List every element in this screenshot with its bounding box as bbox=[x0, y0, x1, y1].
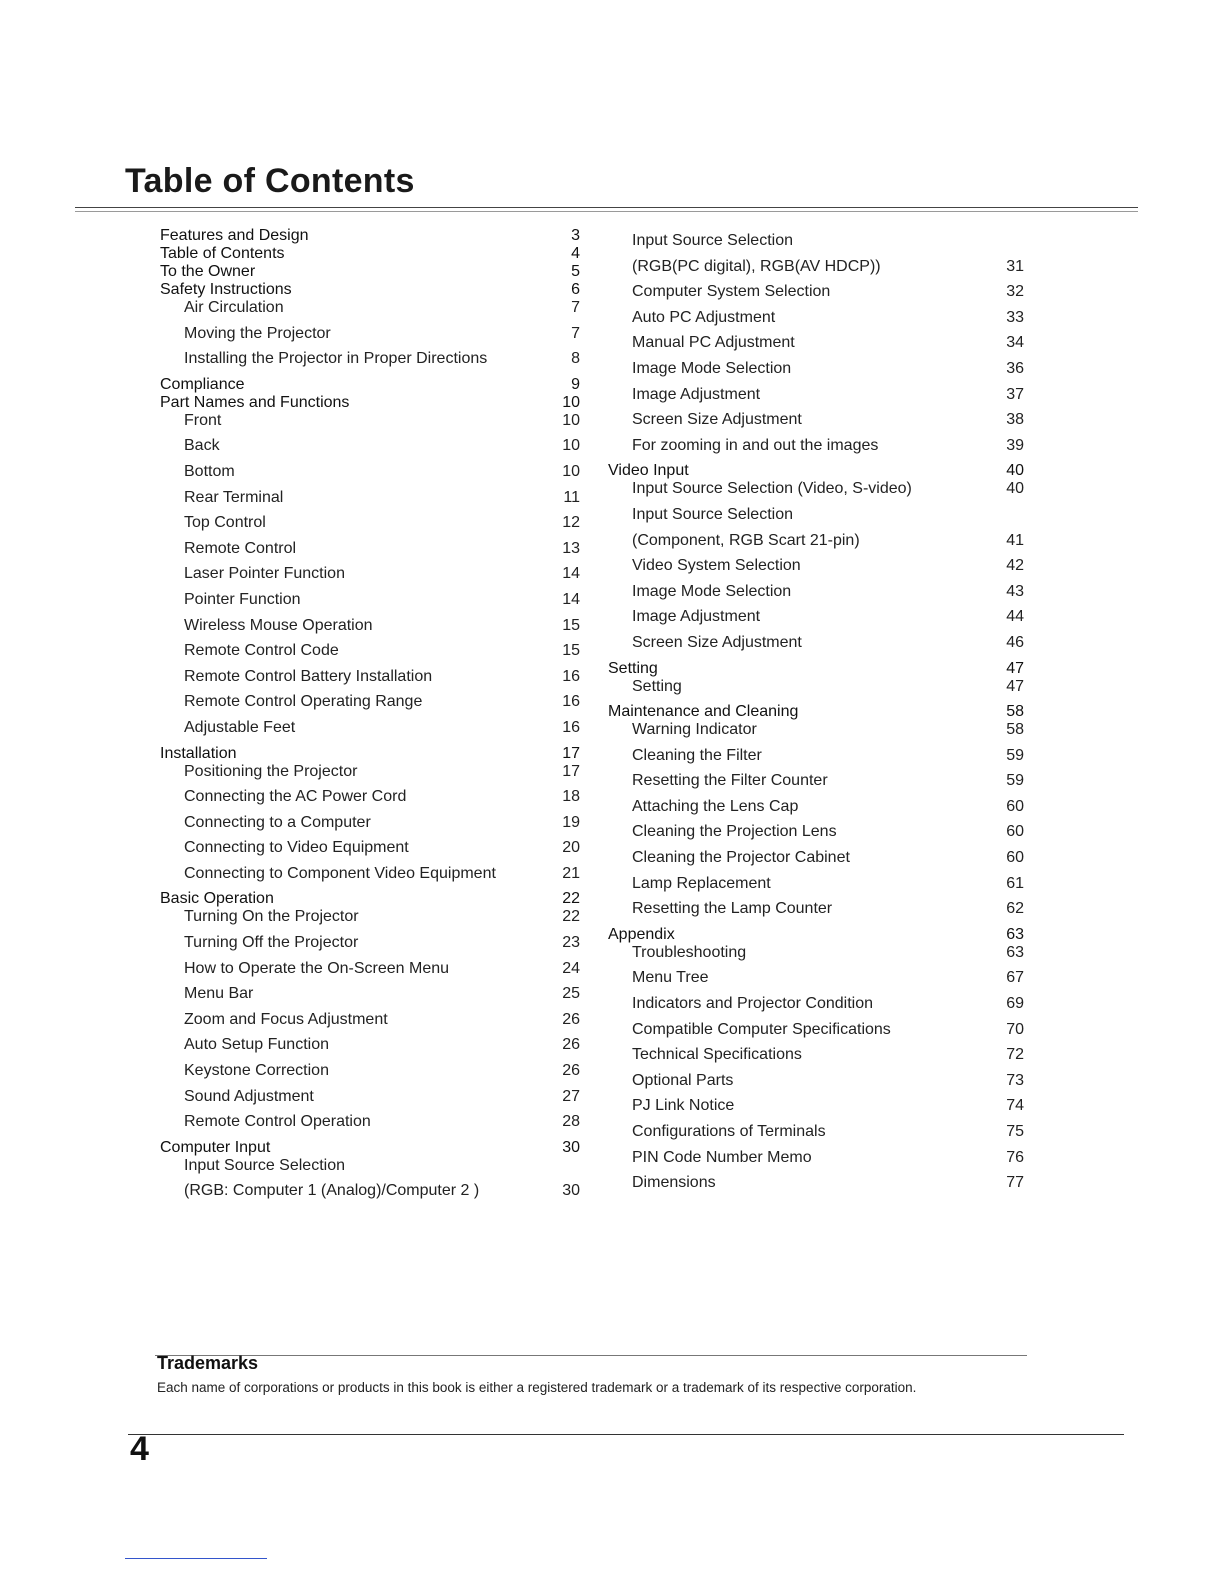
page-title: Table of Contents bbox=[125, 162, 415, 200]
toc-entry-page: 27 bbox=[562, 1087, 580, 1105]
toc-sub-entry bbox=[608, 334, 1024, 360]
toc-sub-entry bbox=[160, 668, 580, 694]
toc-entry-page: 11 bbox=[563, 488, 580, 506]
toc-entry-label: Menu Tree bbox=[632, 969, 709, 987]
toc-entry-page: 23 bbox=[562, 934, 580, 952]
toc-entry-label: Sound Adjustment bbox=[184, 1087, 314, 1105]
toc-entry-label: Appendix bbox=[608, 925, 675, 943]
toc-entry-label: Adjustable Feet bbox=[184, 718, 296, 736]
toc-sub-entry bbox=[608, 437, 1024, 463]
toc-entry-page: 3 bbox=[571, 227, 580, 244]
toc-entry-label: Remote Control Code bbox=[184, 642, 339, 660]
toc-entry-label: Part Names and Functions bbox=[160, 393, 350, 411]
toc-entry-label: Input Source Selection bbox=[632, 232, 793, 249]
toc-entry-label: Installing the Projector in Proper Directions bbox=[184, 350, 488, 368]
toc-entry-label: Features and Design bbox=[160, 227, 309, 244]
toc-sub-entry bbox=[160, 437, 580, 463]
toc-sub-entry bbox=[608, 1046, 1024, 1072]
toc-sub-entry bbox=[608, 678, 1024, 704]
toc-sub-entry bbox=[160, 463, 580, 489]
toc-sub-entry bbox=[608, 721, 1024, 747]
toc-entry-page: 21 bbox=[562, 864, 580, 882]
toc-entry-page: 44 bbox=[1006, 608, 1024, 626]
toc-section-entry bbox=[608, 703, 1024, 721]
toc-entry-page: 72 bbox=[1006, 1046, 1024, 1064]
toc-sub-entry bbox=[608, 747, 1024, 773]
toc-entry-label: Remote Control bbox=[184, 539, 297, 557]
toc-sub-entry bbox=[608, 798, 1024, 824]
toc-entry-label: Table of Contents bbox=[160, 245, 285, 262]
toc-entry-page: 12 bbox=[562, 514, 580, 532]
toc-sub-entry bbox=[160, 325, 580, 351]
toc-sub-entry bbox=[160, 540, 580, 566]
toc-entry-page: 26 bbox=[562, 1062, 580, 1080]
toc-sub-entry bbox=[160, 1062, 580, 1088]
toc-entry-label: Rear Terminal bbox=[184, 488, 284, 506]
toc-sub-entry bbox=[608, 900, 1024, 926]
toc-sub-entry bbox=[608, 944, 1024, 970]
toc-entry-page: 63 bbox=[1006, 925, 1024, 943]
toc-sub-entry bbox=[608, 360, 1024, 386]
toc-entry-label: Dimensions bbox=[632, 1174, 716, 1192]
toc-entry-label: Video Input bbox=[608, 462, 689, 480]
toc-entry-page: 26 bbox=[562, 1010, 580, 1028]
toc-entry-page: 76 bbox=[1006, 1148, 1024, 1166]
toc-entry-label: Basic Operation bbox=[160, 890, 274, 908]
toc-sub-entry bbox=[608, 411, 1024, 437]
toc-entry-page: 16 bbox=[562, 693, 580, 711]
toc-entry-label: Warning Indicator bbox=[632, 721, 757, 739]
toc-entry-page: 38 bbox=[1006, 411, 1024, 429]
toc-entry-label: Remote Control Operating Range bbox=[184, 693, 423, 711]
toc-section-entry bbox=[160, 245, 580, 263]
toc-sub-entry bbox=[608, 583, 1024, 609]
toc-sub-entry bbox=[160, 1113, 580, 1139]
toc-entry-label: Lamp Replacement bbox=[632, 874, 771, 892]
toc-sub-entry bbox=[160, 814, 580, 840]
toc-entry-page: 70 bbox=[1006, 1020, 1024, 1038]
toc-entry-label: Menu Bar bbox=[184, 985, 254, 1003]
toc-section-entry bbox=[160, 263, 580, 281]
toc-entry-page: 22 bbox=[562, 890, 580, 908]
toc-sub-entry bbox=[608, 1123, 1024, 1149]
toc-entry-page: 8 bbox=[571, 350, 580, 368]
toc-entry-label: Positioning the Projector bbox=[184, 762, 358, 780]
toc-entry-label: Setting bbox=[632, 677, 682, 695]
toc-entry-label: Indicators and Projector Condition bbox=[632, 995, 874, 1013]
toc-sub-entry bbox=[608, 875, 1024, 901]
toc-section-entry bbox=[160, 394, 580, 412]
toc-entry-page: 20 bbox=[562, 839, 580, 857]
toc-entry-page: 77 bbox=[1006, 1174, 1024, 1192]
toc-entry-page: 14 bbox=[562, 565, 580, 583]
toc-entry-page: 10 bbox=[562, 437, 580, 455]
toc-entry-label: (RGB(PC digital), RGB(AV HDCP)) bbox=[632, 257, 881, 275]
toc-entry-page: 15 bbox=[562, 642, 580, 660]
toc-entry-label: Image Mode Selection bbox=[632, 359, 792, 377]
toc-entry-page: 31 bbox=[1006, 257, 1024, 275]
toc-entry-label: Screen Size Adjustment bbox=[632, 411, 802, 429]
toc-section-entry bbox=[160, 281, 580, 299]
toc-entry-page: 43 bbox=[1006, 582, 1024, 600]
toc-entry-label: Connecting to a Computer bbox=[184, 813, 371, 831]
toc-entry-label: Cleaning the Filter bbox=[632, 746, 762, 764]
page-number: 4 bbox=[130, 1430, 149, 1468]
toc-entry-page: 4 bbox=[571, 245, 580, 262]
toc-sub-entry bbox=[608, 283, 1024, 309]
toc-entry-label: Cleaning the Projector Cabinet bbox=[632, 849, 850, 867]
toc-sub-entry bbox=[608, 1072, 1024, 1098]
toc-section-entry bbox=[160, 376, 580, 394]
title-rule-secondary bbox=[75, 211, 1138, 212]
toc-entry-label: Computer System Selection bbox=[632, 283, 831, 301]
toc-entry-label: Image Mode Selection bbox=[632, 582, 792, 600]
toc-sub-entry bbox=[608, 480, 1024, 506]
toc-sub-entry bbox=[608, 772, 1024, 798]
toc-entry-label: Setting bbox=[608, 659, 658, 677]
toc-entry-label: Input Source Selection (Video, S-video) bbox=[632, 480, 912, 498]
toc-sub-entry bbox=[608, 1097, 1024, 1123]
toc-entry-label: Laser Pointer Function bbox=[184, 565, 345, 583]
toc-entry-page: 37 bbox=[1006, 385, 1024, 403]
toc-sub-entry bbox=[608, 258, 1024, 284]
toc-entry-page: 19 bbox=[562, 813, 580, 831]
toc-sub-entry bbox=[160, 299, 580, 325]
toc-entry-label: Computer Input bbox=[160, 1138, 271, 1156]
toc-sub-entry bbox=[608, 506, 1024, 532]
toc-entry-label: Cleaning the Projection Lens bbox=[632, 823, 837, 841]
toc-entry-label: Installation bbox=[160, 744, 237, 762]
toc-left-column bbox=[160, 227, 580, 1208]
toc-sub-entry bbox=[608, 557, 1024, 583]
toc-entry-label: Moving the Projector bbox=[184, 324, 331, 342]
toc-sub-entry bbox=[608, 1021, 1024, 1047]
toc-entry-label: Turning Off the Projector bbox=[184, 934, 359, 952]
toc-sub-entry bbox=[160, 1036, 580, 1062]
toc-entry-label: How to Operate the On-Screen Menu bbox=[184, 959, 450, 977]
toc-entry-page: 22 bbox=[562, 908, 580, 926]
toc-entry-page: 5 bbox=[571, 263, 580, 280]
toc-entry-page: 67 bbox=[1006, 969, 1024, 987]
toc-entry-label: Air Circulation bbox=[184, 299, 284, 316]
toc-entry-page: 25 bbox=[562, 985, 580, 1003]
toc-section-entry bbox=[608, 926, 1024, 944]
toc-section-entry bbox=[160, 745, 580, 763]
toc-entry-page: 17 bbox=[562, 762, 580, 780]
toc-entry-label: Turning On the Projector bbox=[184, 908, 359, 926]
toc-entry-label: Auto PC Adjustment bbox=[632, 308, 776, 326]
toc-sub-entry bbox=[608, 232, 1024, 258]
toc-entry-page: 30 bbox=[562, 1138, 580, 1156]
toc-sub-entry bbox=[608, 995, 1024, 1021]
toc-entry-page: 74 bbox=[1006, 1097, 1024, 1115]
toc-entry-label: (RGB: Computer 1 (Analog)/Computer 2 ) bbox=[184, 1182, 480, 1200]
toc-sub-entry bbox=[608, 309, 1024, 335]
toc-sub-entry bbox=[160, 565, 580, 591]
toc-entry-label: Connecting to Video Equipment bbox=[184, 839, 409, 857]
toc-sub-entry bbox=[160, 617, 580, 643]
toc-entry-page: 14 bbox=[562, 590, 580, 608]
toc-entry-label: Technical Specifications bbox=[632, 1046, 802, 1064]
footer-rule bbox=[128, 1434, 1124, 1435]
toc-entry-page: 16 bbox=[562, 718, 580, 736]
toc-entry-page: 13 bbox=[562, 539, 580, 557]
toc-entry-label: Input Source Selection bbox=[632, 505, 793, 523]
toc-sub-entry bbox=[160, 642, 580, 668]
toc-entry-label: Safety Instructions bbox=[160, 281, 292, 298]
toc-entry-label: Image Adjustment bbox=[632, 385, 761, 403]
toc-entry-page: 60 bbox=[1006, 849, 1024, 867]
toc-entry-label: Bottom bbox=[184, 462, 235, 480]
toc-sub-entry bbox=[160, 763, 580, 789]
toc-sub-entry bbox=[160, 489, 580, 515]
toc-sub-entry bbox=[160, 1088, 580, 1114]
toc-entry-label: Manual PC Adjustment bbox=[632, 334, 795, 352]
toc-sub-entry bbox=[160, 693, 580, 719]
toc-right-column bbox=[608, 232, 1024, 1200]
toc-entry-page: 17 bbox=[562, 744, 580, 762]
toc-entry-page: 42 bbox=[1006, 557, 1024, 575]
toc-entry-page: 26 bbox=[562, 1036, 580, 1054]
toc-sub-entry bbox=[160, 908, 580, 934]
toc-sub-entry bbox=[608, 608, 1024, 634]
toc-entry-label: Front bbox=[184, 411, 222, 429]
title-rule bbox=[75, 207, 1138, 208]
toc-sub-entry bbox=[160, 719, 580, 745]
toc-entry-page: 47 bbox=[1006, 659, 1024, 677]
toc-entry-label: Screen Size Adjustment bbox=[632, 633, 802, 651]
toc-entry-label: Optional Parts bbox=[632, 1071, 734, 1089]
toc-entry-page: 10 bbox=[562, 393, 580, 411]
toc-entry-label: Keystone Correction bbox=[184, 1062, 329, 1080]
toc-entry-label: PJ Link Notice bbox=[632, 1097, 735, 1115]
trademarks-text: Each name of corporations or products in this book is either a registered trademark or a trademark of its respective corporation. bbox=[157, 1380, 917, 1395]
toc-entry-page: 46 bbox=[1006, 633, 1024, 651]
trademarks-rule bbox=[155, 1355, 1027, 1356]
toc-entry-page: 58 bbox=[1006, 721, 1024, 739]
toc-entry-label: Attaching the Lens Cap bbox=[632, 797, 799, 815]
toc-entry-label: Auto Setup Function bbox=[184, 1036, 329, 1054]
toc-entry-label: Back bbox=[184, 437, 220, 455]
toc-entry-page: 7 bbox=[571, 324, 580, 342]
toc-entry-page: 41 bbox=[1006, 531, 1024, 549]
toc-entry-label: Connecting the AC Power Cord bbox=[184, 788, 407, 806]
toc-entry-page: 28 bbox=[562, 1113, 580, 1131]
toc-section-entry bbox=[160, 227, 580, 245]
toc-entry-page: 40 bbox=[1006, 480, 1024, 498]
toc-sub-entry bbox=[160, 865, 580, 891]
toc-entry-label: Pointer Function bbox=[184, 590, 301, 608]
toc-entry-page: 75 bbox=[1006, 1123, 1024, 1140]
toc-sub-entry bbox=[160, 591, 580, 617]
toc-entry-label: Input Source Selection bbox=[184, 1156, 345, 1174]
toc-entry-label: Wireless Mouse Operation bbox=[184, 616, 373, 634]
toc-sub-entry bbox=[608, 532, 1024, 558]
toc-entry-page: 60 bbox=[1006, 797, 1024, 815]
toc-entry-page: 24 bbox=[562, 959, 580, 977]
toc-sub-entry bbox=[608, 1174, 1024, 1200]
toc-entry-page: 7 bbox=[571, 299, 580, 316]
toc-entry-page: 15 bbox=[562, 616, 580, 634]
toc-entry-page: 69 bbox=[1006, 995, 1024, 1013]
toc-sub-entry bbox=[608, 634, 1024, 660]
toc-entry-page: 33 bbox=[1006, 308, 1024, 326]
toc-entry-page: 39 bbox=[1006, 436, 1024, 454]
toc-entry-page: 10 bbox=[562, 411, 580, 429]
toc-entry-page: 58 bbox=[1006, 703, 1024, 721]
toc-entry-page: 63 bbox=[1006, 943, 1024, 961]
toc-sub-entry bbox=[160, 839, 580, 865]
toc-entry-page: 34 bbox=[1006, 334, 1024, 352]
toc-sub-entry bbox=[160, 350, 580, 376]
toc-entry-label: Configurations of Terminals bbox=[632, 1123, 826, 1140]
toc-entry-label: Connecting to Component Video Equipment bbox=[184, 864, 496, 882]
toc-section-entry bbox=[160, 1139, 580, 1157]
toc-entry-page: 60 bbox=[1006, 823, 1024, 841]
toc-entry-page: 59 bbox=[1006, 746, 1024, 764]
toc-sub-entry bbox=[160, 1182, 580, 1208]
toc-entry-label: Image Adjustment bbox=[632, 608, 761, 626]
toc-entry-page: 40 bbox=[1006, 462, 1024, 480]
toc-entry-page: 59 bbox=[1006, 772, 1024, 790]
toc-entry-label: Troubleshooting bbox=[632, 943, 747, 961]
toc-entry-page: 18 bbox=[562, 788, 580, 806]
toc-sub-entry bbox=[160, 412, 580, 438]
toc-entry-label: Resetting the Lamp Counter bbox=[632, 900, 833, 918]
toc-entry-page: 36 bbox=[1006, 359, 1024, 377]
toc-sub-entry bbox=[160, 985, 580, 1011]
toc-entry-label: (Component, RGB Scart 21-pin) bbox=[632, 531, 860, 549]
toc-sub-entry bbox=[608, 1149, 1024, 1175]
toc-sub-entry bbox=[608, 823, 1024, 849]
toc-entry-label: Remote Control Operation bbox=[184, 1113, 371, 1131]
toc-sub-entry bbox=[608, 969, 1024, 995]
toc-entry-label: Remote Control Battery Installation bbox=[184, 667, 433, 685]
toc-entry-page: 61 bbox=[1006, 874, 1024, 892]
toc-entry-label: For zooming in and out the images bbox=[632, 436, 879, 454]
toc-sub-entry bbox=[608, 849, 1024, 875]
toc-sub-entry bbox=[160, 514, 580, 540]
toc-entry-label: Compatible Computer Specifications bbox=[632, 1020, 891, 1038]
toc-entry-page: 10 bbox=[562, 462, 580, 480]
toc-entry-label: Video System Selection bbox=[632, 557, 801, 575]
toc-sub-entry bbox=[160, 960, 580, 986]
footer-mark bbox=[125, 1558, 267, 1559]
toc-entry-label: PIN Code Number Memo bbox=[632, 1148, 812, 1166]
toc-sub-entry bbox=[160, 1157, 580, 1183]
toc-entry-label: To the Owner bbox=[160, 263, 256, 280]
toc-entry-label: Compliance bbox=[160, 375, 245, 393]
toc-entry-label: Resetting the Filter Counter bbox=[632, 772, 828, 790]
toc-entry-page: 62 bbox=[1006, 900, 1024, 918]
toc-sub-entry bbox=[160, 788, 580, 814]
toc-entry-page: 30 bbox=[562, 1182, 580, 1200]
toc-entry-label: Zoom and Focus Adjustment bbox=[184, 1010, 388, 1028]
toc-entry-page: 73 bbox=[1006, 1071, 1024, 1089]
toc-sub-entry bbox=[608, 386, 1024, 412]
toc-section-entry bbox=[160, 890, 580, 908]
toc-entry-page: 32 bbox=[1006, 283, 1024, 301]
toc-section-entry bbox=[608, 660, 1024, 678]
toc-entry-page: 6 bbox=[571, 281, 580, 298]
trademarks-heading: Trademarks bbox=[157, 1353, 259, 1373]
toc-entry-label: Maintenance and Cleaning bbox=[608, 703, 799, 721]
toc-entry-label: Top Control bbox=[184, 514, 266, 532]
toc-sub-entry bbox=[160, 1011, 580, 1037]
toc-entry-page: 47 bbox=[1006, 677, 1024, 695]
toc-entry-page: 16 bbox=[562, 667, 580, 685]
toc-entry-page: 9 bbox=[571, 375, 580, 393]
toc-section-entry bbox=[608, 462, 1024, 480]
toc-sub-entry bbox=[160, 934, 580, 960]
